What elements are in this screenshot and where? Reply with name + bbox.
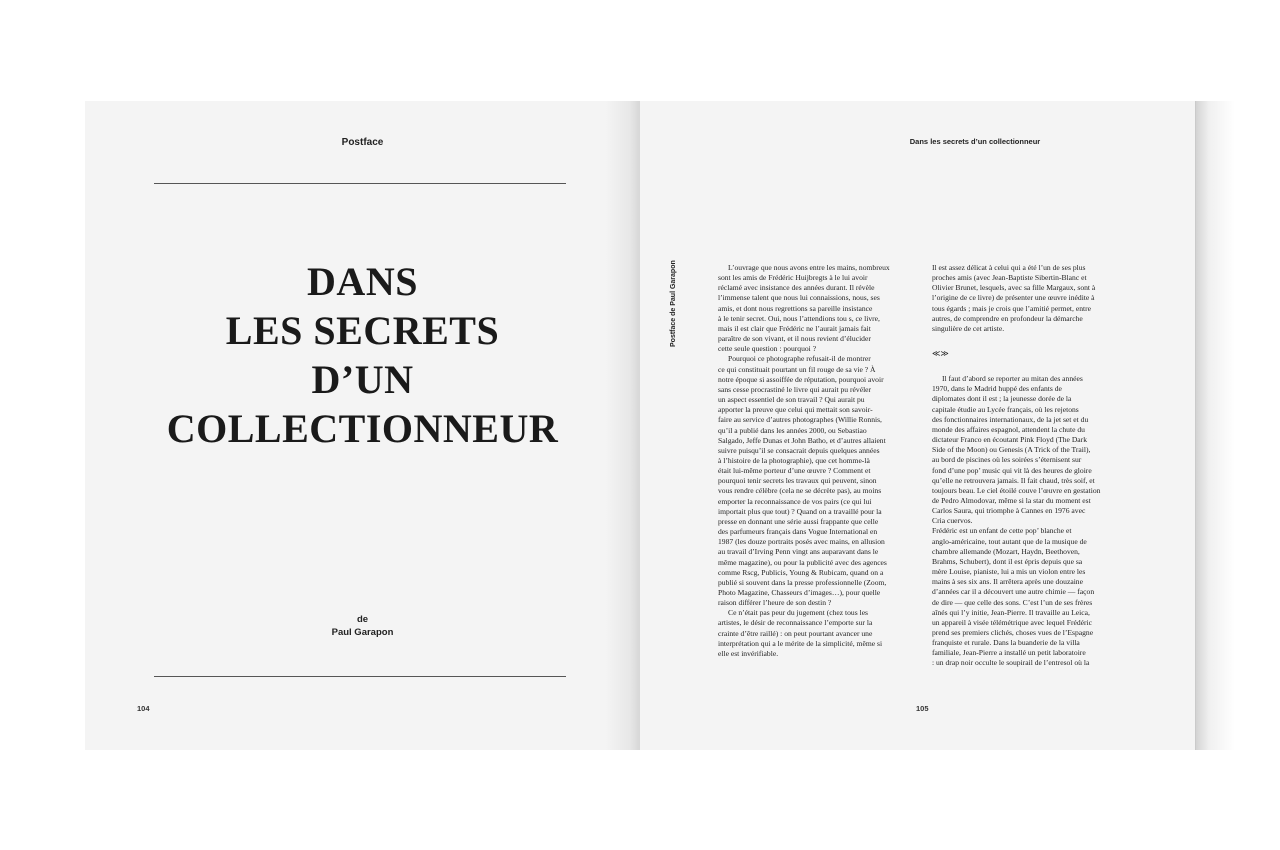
text-line: ce qui constituait pourtant un fil rouge de sa vie ? À (718, 364, 876, 374)
text-line: crainte d’être raillé) : on peut pourtant avancer une (718, 628, 873, 638)
text-line: Frédéric est un enfant de cette pop’ blanche et (932, 526, 1072, 536)
chapter-title (85, 257, 640, 453)
text-line: de Pedro Almodovar, même si la star du moment est (932, 495, 1091, 505)
text-line: elle est invérifiable. (718, 648, 779, 658)
side-label: Postface de Paul Garapon (670, 260, 677, 347)
text-line: emporter la reconnaissance de vos pairs (ce qui lui (718, 496, 872, 506)
page-number: 105 (916, 704, 929, 713)
text-line: des fonctionnaires internationaux, de la jet set et du (932, 414, 1089, 424)
byline (85, 613, 640, 639)
bottom-rule (154, 676, 566, 677)
text-line: Salgado, Jeffe Dunas et John Batho, et d’autres allaient (718, 435, 886, 445)
text-line: toujours beau. Le ciel étoilé couve l’œuvre en gestation (932, 485, 1101, 495)
byline-prefix: de (356, 614, 369, 625)
text-line: Olivier Brunet, lesquels, avec sa fille Margaux, sont à (932, 283, 1096, 293)
text-line: importait plus que tout) ? Quand on a travaillé pour la (718, 506, 882, 516)
paragraph-gap (932, 334, 1117, 344)
text-line: l’origine de ce livre) de présenter une œuvre inédite à (932, 293, 1095, 303)
text-line: même magazine), ou pour la publicité avec des agences (718, 557, 887, 567)
text-line: notre époque si assoiffée de réputation, pourquoi avoir (718, 374, 884, 384)
left-page (85, 101, 640, 750)
gutter-shadow (1195, 101, 1235, 750)
text-line: suivre puisqu’il se consacrait depuis quelques années (718, 445, 880, 455)
text-line: amis, et dont nous regrettions sa pareille insistance (718, 303, 873, 313)
text-line: interprétation qui a le mérite de la simplicité, même si (718, 638, 883, 648)
text-line: franquiste et rurale. Dans la buanderie de la villa (932, 638, 1080, 648)
text-line: de dire — que celle des sons. C’est l’un de ses frères (932, 597, 1093, 607)
text-line: des parfumeurs français dans Vogue International en (718, 527, 878, 537)
column-2-body (932, 374, 1117, 669)
text-line: fond d’une pop’ music qui vit là des heures de gloire (932, 465, 1092, 475)
running-head: Postface (341, 137, 384, 148)
text-line: L’ouvrage que nous avons entre les mains, nombreux (728, 263, 890, 272)
text-line: réclamé avec insistance des années durant. Il révèle (718, 283, 875, 293)
text-line: d’années car il a découvert une autre chimie — façon (932, 587, 1095, 597)
text-line: qu’elle ne retrouvera jamais. Il fait chaud, très soif, et (932, 475, 1095, 485)
text-line: tous égards ; mais je crois que l’amitié permet, entre (932, 303, 1091, 313)
text-line: presse en donnant une série aussi frappante que celle (718, 516, 879, 526)
text-line: un aspect essentiel de son travail ? Qui aurait pu (718, 395, 865, 405)
text-line: sont les amis de Frédéric Huijbregts à le lui avoir (718, 273, 868, 283)
text-line: Il est assez délicat à celui qui a été l’un de ses plus (932, 263, 1086, 272)
text-line: Brahms, Schubert), dont il est épris depuis que sa (932, 556, 1083, 566)
text-line: comme Rscg, Publicis, Young & Rubicam, quand on a (718, 567, 884, 577)
text-line: vous rendre célèbre (cela ne se décrète pas), au moins (718, 486, 882, 496)
text-line: autres, de comprendre en profondeur la démarche (932, 313, 1083, 323)
text-line: : un drap noir occulte le soupirail de l’entresol où la (932, 658, 1090, 668)
page-number: 104 (137, 704, 150, 713)
text-line: mais il est clair que Frédéric ne l’aurait jamais fait (718, 323, 871, 333)
text-line: singulière de cet artiste. (932, 323, 1005, 333)
text-line: Carlos Saura, qui triomphe à Cannes en 1976 avec (932, 506, 1086, 516)
text-line: Ce n’était pas peur du jugement (chez tous les (728, 608, 869, 618)
gutter-shadow (605, 101, 640, 750)
text-line: qu’il a publié dans les années 2000, ou Sebastiao (718, 425, 867, 435)
text-line: Cria cuervos. (932, 516, 973, 526)
text-column-2 (932, 263, 1117, 669)
text-line: sans cesse procrastiné le livre qui aurait pu révéler (718, 384, 872, 394)
text-line: mains à ses six ans. Il arrêtera après une douzaine (932, 577, 1083, 587)
title-line: D’UN (311, 357, 414, 402)
text-line: apporter la preuve que celui qui mettait son savoir- (718, 405, 873, 415)
text-line: Photo Magazine, Chasseurs d’images…), pour quelle (718, 588, 881, 597)
title-line: LES SECRETS (225, 308, 500, 353)
text-column-1 (718, 263, 903, 659)
text-line: faire au service d’autres photographes (Willie Ronnis, (718, 415, 882, 425)
book-spread (85, 101, 1196, 750)
text-line: Pourquoi ce photographe refusait-il de montrer (728, 354, 871, 364)
text-line: à le tenir secret. Oui, nous l’attendions tou s, ce livre, (718, 313, 880, 323)
text-line: 1970, dans le Madrid huppé des enfants de (932, 384, 1062, 394)
author-name: Paul Garapon (331, 627, 394, 638)
right-page (640, 101, 1196, 750)
text-line: anglo-américaine, tout autant que de la musique de (932, 536, 1087, 546)
text-line: 1987 (les douze portraits posés avec mains, en allusion (718, 537, 885, 547)
text-line: diplomates dont il est ; la jeunesse dorée de la (932, 394, 1072, 404)
text-line: un appareil à visée télémétrique avec lequel Frédéric (932, 617, 1093, 627)
text-line: au bord de piscines où les soirées s’éternisent sur (932, 455, 1082, 465)
text-line: publié si souvent dans la presse professionnelle (Zoom, (718, 577, 887, 587)
text-line: l’immense talent que nous lui connaissions, nous, ses (718, 293, 880, 303)
text-line: paraître de son vivant, et il nous revient d’élucider (718, 334, 871, 344)
text-line: monde des affaires espagnol, attendent la chute du (932, 424, 1085, 434)
top-rule (154, 183, 566, 184)
text-line: familiale, Jean-Pierre a installé un petit laboratoire (932, 648, 1086, 658)
text-line: était lui-même porteur d’une œuvre ? Comment et (718, 466, 871, 476)
text-line: cette seule question : pourquoi ? (718, 344, 817, 354)
section-ornament: ≪≫ (932, 349, 949, 359)
text-line: raison différer l’heure de son destin ? (718, 598, 832, 608)
text-line: proches amis (avec Jean-Baptiste Sibertin-Blanc et (932, 273, 1087, 283)
column-2-intro (932, 263, 1117, 334)
text-line: Side of the Moon) ou Genesis (A Trick of the Trail), (932, 445, 1091, 455)
text-line: à l’histoire de la photographie), que cet homme-là (718, 455, 870, 465)
text-line: prend ses premiers clichés, choses vues de l’Espagne (932, 628, 1094, 637)
text-line: au travail d’Irving Penn vingt ans auparavant dans le (718, 547, 879, 557)
text-line: capitale étudie au Lycée français, où les rejetons (932, 404, 1079, 414)
text-line: Il faut d’abord se reporter au mitan des années (942, 374, 1083, 384)
title-line: COLLECTIONNEUR (166, 406, 559, 451)
title-line: DANS (307, 259, 418, 304)
text-line: dictateur Franco en écoutant Pink Floyd (The Dark (932, 435, 1087, 445)
paragraph-gap (932, 364, 1117, 374)
text-line: chambre allemande (Mozart, Haydn, Beethoven, (932, 546, 1080, 556)
text-line: mère Louise, pianiste, lui a mis un violon entre les (932, 567, 1086, 577)
text-line: aînés qui l’y initie, Jean-Pierre. Il travaille au Leica, (932, 607, 1090, 617)
running-head: Dans les secrets d’un collectionneur (909, 137, 1041, 146)
text-line: artistes, le désir de reconnaissance l’emporte sur la (718, 618, 873, 628)
text-line: pourquoi tenir secrets les travaux qui peuvent, sinon (718, 476, 877, 486)
